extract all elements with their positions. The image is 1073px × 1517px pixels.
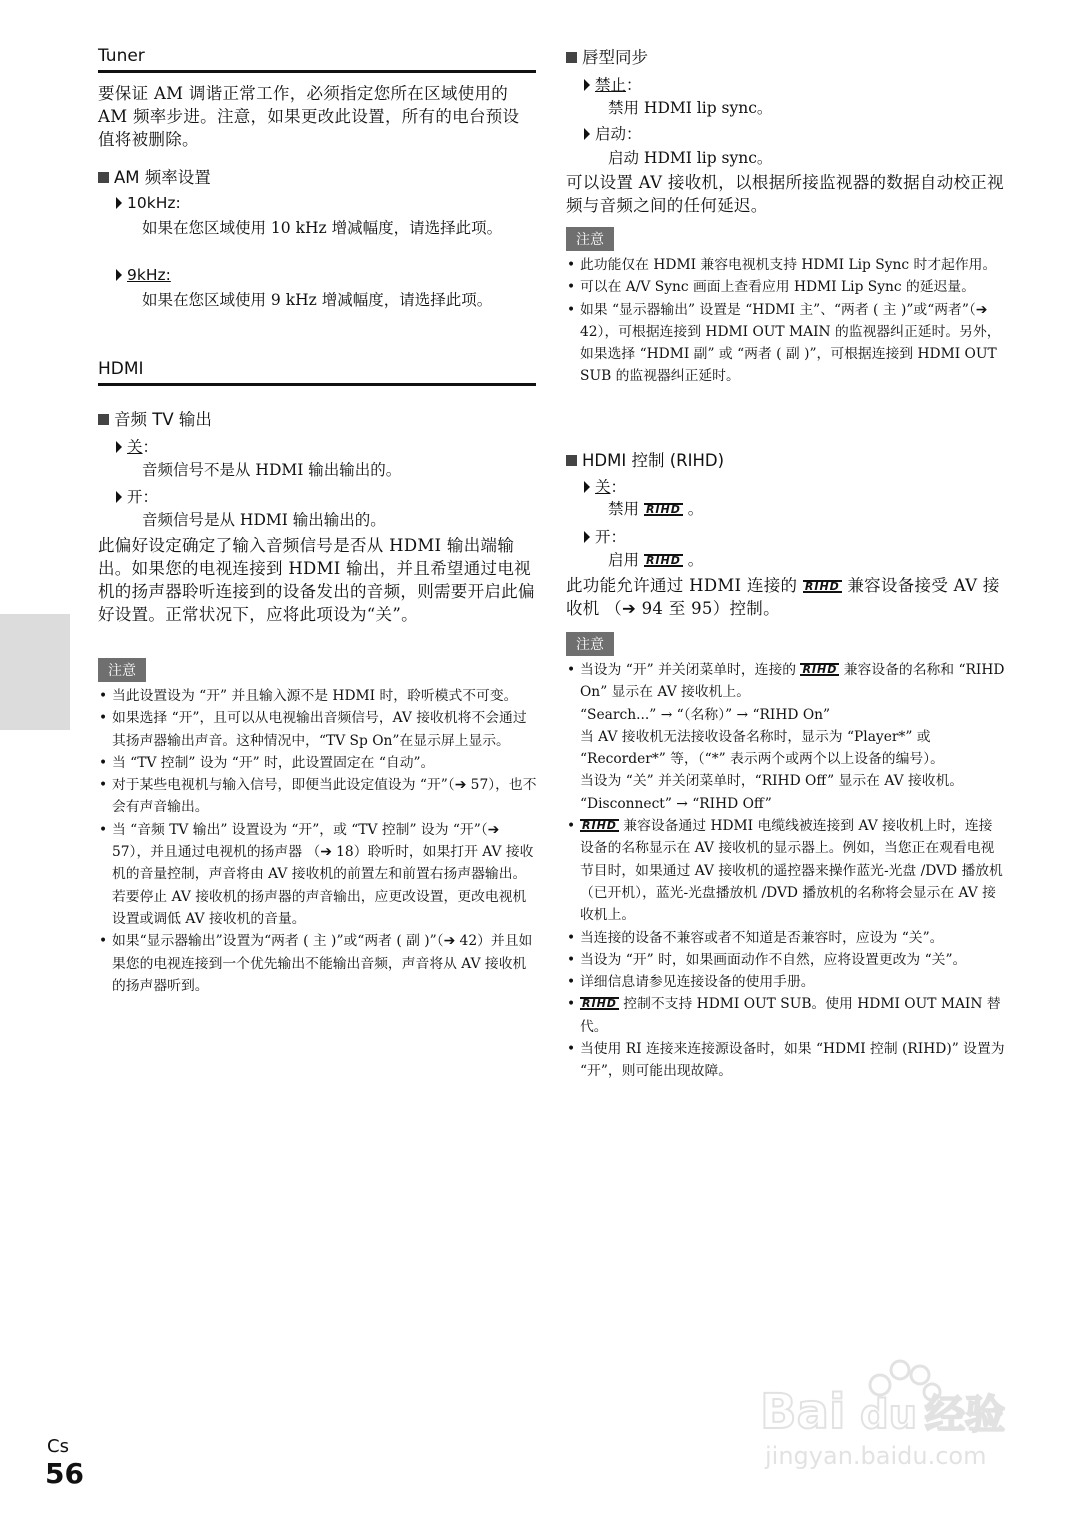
rihd-note-label: 注意 <box>566 632 614 656</box>
lipsync-notes-list <box>566 254 1006 388</box>
rihd-notes-list <box>566 659 1006 1083</box>
list-item: • 当此设置设为 “开” 并且输入源不是 HDMI 时，聆听模式不可变。 <box>98 685 538 707</box>
baidu-watermark <box>760 1340 1030 1480</box>
list-item: • 此功能仅在 HDMI 兼容电视机支持 HDMI Lip Sync 时才起作用。 <box>566 254 1006 276</box>
option-10khz-desc: 如果在您区域使用 10 kHz 增减幅度，请选择此项。 <box>142 219 503 237</box>
lipsync-option-on: 启动： <box>584 122 642 144</box>
lipsync-heading: 唇型同步 <box>566 44 648 68</box>
rihd-option-on: 开： <box>584 525 626 547</box>
language-code: Cs <box>47 1436 69 1457</box>
audio-notes-list <box>98 685 538 997</box>
watermark-url: jingyan.baidu.com <box>765 1442 987 1470</box>
list-item: • 详细信息请参见连接设备的使用手册。 <box>566 971 1006 993</box>
note-label: 注意 <box>98 658 146 682</box>
am-heading: AM 频率设置 <box>98 164 211 188</box>
page-number: 56 <box>45 1457 84 1490</box>
list-item: • 可以在 A/V Sync 画面上查看应用 HDMI Lip Sync 的延迟量。 <box>566 276 1006 298</box>
rihd-option-on-desc: 启用 RIHD 。 <box>608 551 704 569</box>
rihd-logo: RIHD <box>802 663 838 676</box>
rihd-explain: 此功能允许通过 HDMI 连接的 RIHD 兼容设备接受 AV 接收机 （➔ 94 至 95）控制。 <box>566 576 1000 618</box>
lipsync-option-off: 禁止： <box>584 73 642 95</box>
rihd-logo: RIHD <box>582 819 617 833</box>
tuner-intro: 要保证 AM 调谐正常工作，必须指定您所在区域使用的 AM 频率步进。注意，如果更改此设置，所有的电台预设值将被删除。 <box>98 84 520 149</box>
list-item: • RIHD 控制不支持 HDMI OUT SUB。使用 HDMI OUT MAIN 替代。 <box>566 993 1006 1038</box>
list-item: • RIHD 兼容设备通过 HDMI 电缆线被连接到 AV 接收机上时，连接设备的名称显示在 AV 接收机的显示器上。例如，当您正在观看电视节目时，如果通过 AV 接收机的遥控器来操作蓝光-光盘 /DVD 播放机 （已开机），蓝光-光盘播放机 /DVD 播放机的名称将会显示在 AV 接收机上。 <box>566 815 1006 926</box>
rihd-logo: RIHD <box>804 580 840 593</box>
rihd-option-off-desc: 禁用 RIHD 。 <box>608 500 704 518</box>
lipsync-option-off-desc: 禁用 HDMI lip sync。 <box>608 99 773 117</box>
rihd-heading: HDMI 控制 (RIHD) <box>566 447 724 471</box>
list-item: • 当使用 RI 连接来连接源设备时，如果 “HDMI 控制 (RIHD)” 设置为 “开”，则可能出现故障。 <box>566 1038 1006 1083</box>
audio-option-off: 关： <box>116 435 158 457</box>
rihd-option-off: 关： <box>584 475 626 497</box>
rihd-logo: RIHD <box>582 997 617 1011</box>
list-item: • 对于某些电视机与输入信号，即便当此设定值设为 “开”（➔ 57），也不会有声音输出。 <box>98 774 538 819</box>
audio-option-off-desc: 音频信号不是从 HDMI 输出输出的。 <box>142 461 402 479</box>
list-item: • 当 “TV 控制” 设为 “开” 时，此设置固定在 “自动”。 <box>98 752 538 774</box>
lipsync-option-on-desc: 启动 HDMI lip sync。 <box>608 149 773 167</box>
list-item: • 如果“显示器输出”设置为“两者 ( 主 )”或“两者 ( 副 )”（➔ 42）并且如果您的电视连接到一个优先输出不能输出音频，声音将从 AV 接收机的扬声器听到。 <box>98 930 538 997</box>
lipsync-note-label: 注意 <box>566 227 614 251</box>
list-item: • 当连接的设备不兼容或者不知道是否兼容时，应设为 “关”。 <box>566 927 1006 949</box>
watermark-brand-cn: 经验 <box>925 1392 1005 1438</box>
lipsync-explain: 可以设置 AV 接收机，以根据所接监视器的数据自动校正视频与音频之间的任何延迟。 <box>566 173 1004 215</box>
side-tab-marker <box>0 614 70 730</box>
audio-option-on: 开： <box>116 485 158 507</box>
watermark-brand: Bai <box>760 1384 846 1440</box>
list-item: • 当设为 “开” 时，如果画面动作不自然，应将设置更改为 “关”。 <box>566 949 1006 971</box>
audio-option-on-desc: 音频信号是从 HDMI 输出输出的。 <box>142 511 386 529</box>
list-item: • 如果选择 “开”，且可以从电视输出音频信号，AV 接收机将不会通过其扬声器输出声音。这种情况中，“TV Sp On”在显示屏上显示。 <box>98 707 538 752</box>
rihd-logo: RIHD <box>645 554 681 567</box>
rihd-logo: RIHD <box>645 503 681 516</box>
audio-tv-heading: 音频 TV 输出 <box>98 406 212 430</box>
audio-explain: 此偏好设定确定了输入音频信号是否从 HDMI 输出端输出。如果您的电视连接到 HDMI 输出，并且希望通过电视机的扬声器聆听连接到的设备发出的音频，则需要开启此偏好设置。正常状况下，应将此项设为“关”。 <box>98 536 535 624</box>
hdmi-section-title: HDMI <box>98 359 536 386</box>
watermark-brand2: du <box>860 1392 918 1438</box>
option-9khz-desc: 如果在您区域使用 9 kHz 增减幅度，请选择此项。 <box>142 291 493 309</box>
list-item: • 当设为 “开” 并关闭菜单时，连接的 RIHD 兼容设备的名称和 “RIHD On” 显示在 AV 接收机上。 “Search...” → “（名称）” → “RIHD On” 当 AV 接收机无法接收设备名称时，显示为 “Player*” 或 “Recorder*” 等，（“*” 表示两个或两个以上设备的编号）。 当设为 “关” 并关闭菜单时，“RIHD Off” 显示在 AV 接收机。 “Disconnect” → “RIHD Off” <box>566 659 1006 815</box>
list-item: • 如果 “显示器输出” 设置是 “HDMI 主”、“两者 ( 主 )”或“两者”（➔ 42），可根据连接到 HDMI OUT MAIN 的监视器纠正延时。另外，如果选择 “HDMI 副” 或 “两者 ( 副 )”，可根据连接到 HDMI OUT SUB 的监视器纠正延时。 <box>566 299 1006 388</box>
option-10khz: 10kHz: <box>116 194 181 212</box>
option-9khz: 9kHz: <box>116 266 171 284</box>
list-item: • 当 “音频 TV 输出” 设置设为 “开”，或 “TV 控制” 设为 “开”（➔ 57），并且通过电视机的扬声器 （➔ 18）聆听时，如果打开 AV 接收机的音量控制，声音将由 AV 接收机的前置左和前置右扬声器输出。若要停止 AV 接收机的扬声器的声音输出，应更改设置，更改电视机设置或调低 AV 接收机的音量。 <box>98 819 538 930</box>
tuner-section-title: Tuner <box>98 46 536 73</box>
